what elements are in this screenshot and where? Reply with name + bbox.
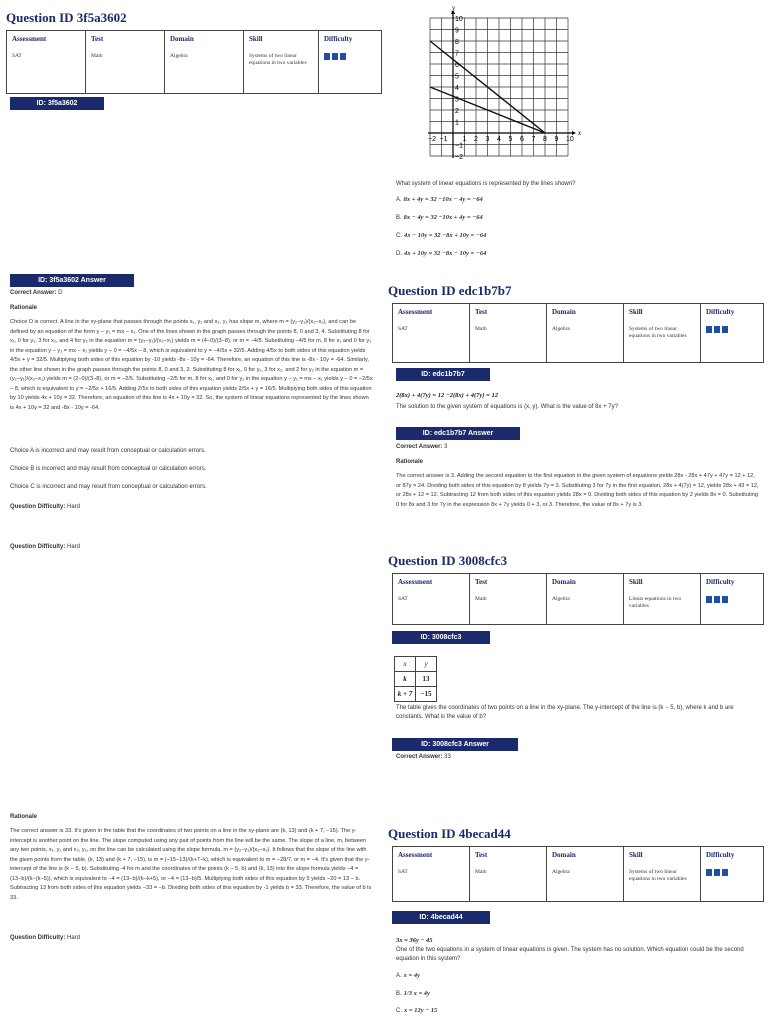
- skill-value: Systems of two linear equations in two variables: [629, 326, 687, 340]
- x-tick-label: 8: [543, 136, 547, 143]
- skill-header: Skill: [629, 578, 643, 586]
- y-tick-label: 9: [455, 27, 459, 35]
- question-meta-table: [392, 303, 764, 363]
- skill-value: Systems of two linear equations in two variables: [629, 869, 687, 883]
- y-axis-label: y: [452, 4, 456, 12]
- answer-badge: ID: 3008cfc3 Answer: [392, 738, 518, 751]
- question-meta-table: [6, 30, 382, 94]
- y-tick-label: 8: [455, 39, 459, 46]
- skill-header: Skill: [249, 35, 263, 43]
- skill-header: Skill: [629, 851, 643, 859]
- given-equation: 3x = 36y − 45: [396, 937, 433, 944]
- difficulty-header: Difficulty: [706, 308, 735, 316]
- assessment-header: Assessment: [12, 35, 47, 43]
- skill-value: Systems of two linear equations in two variables: [249, 53, 307, 67]
- question-title: Question ID 3f5a3602: [6, 10, 127, 25]
- correct-answer: Correct Answer: D: [10, 290, 63, 296]
- question-prompt: The solution to the given system of equations is (x, y). What is the value of 8x + 7y?: [396, 404, 618, 410]
- y-tick-label: 10: [455, 16, 463, 23]
- table-cell: 13: [416, 672, 437, 687]
- table-header-x: x: [395, 657, 416, 672]
- domain-value: Algebra: [552, 869, 570, 875]
- test-value: Math: [475, 326, 487, 332]
- question-difficulty: Question Difficulty: Hard: [10, 544, 81, 550]
- y-tick-label: 7: [455, 50, 459, 58]
- question-title: Question ID 4becad44: [388, 826, 511, 841]
- y-tick-label: 4: [455, 85, 459, 92]
- test-value: Math: [91, 53, 103, 59]
- domain-value: Algebra: [552, 596, 570, 602]
- domain-header: Domain: [552, 578, 576, 586]
- y-tick-label: 1: [455, 119, 459, 127]
- coordinate-graph: [400, 4, 582, 170]
- correct-answer: Correct Answer: 3: [396, 444, 448, 450]
- x-tick-label: 9: [554, 136, 559, 143]
- x-tick-label: −1: [439, 136, 448, 143]
- id-badge: ID: 4becad44: [392, 911, 490, 924]
- id-badge: ID: 3f5a3602: [10, 97, 104, 110]
- answer-option-b: B. 1/3 x = 4y: [396, 990, 430, 997]
- question-title: Question ID edc1b7b7: [388, 283, 512, 298]
- rationale-heading: Rationale: [10, 814, 38, 820]
- question-title: Question ID 3008cfc3: [388, 553, 508, 568]
- rationale-heading: Rationale: [396, 459, 424, 465]
- correct-answer: Correct Answer: 33: [396, 754, 451, 760]
- test-header: Test: [475, 851, 488, 859]
- assessment-value: SAT: [398, 869, 408, 875]
- x-tick-label: −2: [428, 136, 436, 143]
- answer-badge: ID: 3f5a3602 Answer: [10, 274, 134, 287]
- id-badge: ID: edc1b7b7: [396, 368, 490, 381]
- table-header-y: y: [416, 657, 437, 672]
- difficulty-bars-icon: [706, 869, 758, 876]
- test-value: Math: [475, 596, 487, 602]
- table-cell: k + 7: [395, 687, 416, 702]
- answer-option-a: A. x = 4y: [396, 972, 421, 979]
- question-prompt: The table gives the coordinates of two points on a line in the xy-plane. The y-intercept of the line is (k − 5, b), where k and b are constants. What is the value of b?: [396, 705, 734, 721]
- y-tick-label: 5: [455, 73, 459, 81]
- question-difficulty: Question Difficulty: Hard: [10, 935, 81, 941]
- test-header: Test: [91, 35, 104, 43]
- x-tick-label: 2: [474, 136, 478, 143]
- domain-header: Domain: [552, 851, 576, 859]
- difficulty-bars-icon: [324, 53, 376, 60]
- difficulty-header: Difficulty: [706, 578, 735, 586]
- question-meta-table: [392, 573, 764, 625]
- assessment-header: Assessment: [398, 578, 433, 586]
- domain-header: Domain: [552, 308, 576, 316]
- rationale-text: The correct answer is 33. It's given in the table that the coordinates of two points on a line in the xy-plane are (k, 13) and (k + 7, −15). The y-intercept is another point on the line. The slope computed using any pair of points from the line will be the same. The slope of a line, m, between any two points, x₁, y₁ and x₂, y₂, on the line can be calculated using the slope formula, m = (y₂−y₁)/(x₂−x₁). It follows that the slope of the line with the given points from the table, (k, 13) and (k + 7, −15), is m = (−15−13)/(k+7−k), which is equivalent to m = −28/7, or m = −4. It's given that the y-intercept of the line is (k − 5, b). Substituting -4 for m and the coordinates of the points (k − 5, b) and (k, 13) into the slope formula yields −4 = (13−b)/(k−(k−5)), which is equivalent to −4 = (13−b)/(k−k+5), or −4 = (13−b)/5. Multiplying both sides of this equation by 5 yields −20 = 13 − b. Subtracting 13 from both sides of this equation yields −33 = −b. Dividing both sides of this equation by -1 yields b = 33. Therefore, the value of b is 33.: [10, 828, 372, 901]
- rationale-text: Choice D is correct. A line in the xy-plane that passes through the points x₁, y₁ and x₂, y₂ has slope m, where m = (y₂−y₁)/(x₂−x₁), and can be defined by an equation of the form y − y₁ = mx − x₁. One of the lines shown in the graph passes through the points 8, 0 and 3, 4. Substituting 8 for x₁, 0 for y₁, 3 for x₂, and 4 for y₂ in the equation m = (y₂−y₁)/(x₂−x₁) yields m = (4−0)/(3−8), or m = −4/5. Substituting −4/5 for m, 8 for x₁ and 0 for y₁ in the equation y − y₁ = mx − x₁ yields y − 0 = −4/5x − 8, which is equivalent to y = −4/5x + 32/5. Adding 4/5x to both sides of this equation yields 4/5x + y = 32/5. Multiplying both sides of this equation by -10 yields -8x - 10y = -64. Therefore, an equation of this line is -8x - 10y = -64. Similarly, the other line shown in the graph passes through the points 8, 0 and 3, 2. Substituting 8 for x₁, 0 for y₁, 3 for x₂, and 2 for y₂ in the equation m = (y₂−y₁)/(x₂−x₁) yields m = (2−0)/(3−8), or m = −2/5. Substituting −2/5 for m, 8 for x₁, and 0 for y₁ in the equation y − y₁ = mx − x₁ yields y − 0 = −2/5x − 8, which is equivalent to y = −2/5x + 16/5. Adding 2/5x to both sides of this equation yields 2/5x + y = 16/5. Multiplying both sides of this equation by 10 yields 4x + 10y = 32. Therefore, an equation of this line is 4x + 10y = 32. So, the system of linear equations represented by the lines shown is 4x + 10y = 32 and -8x - 10y = -64.: [10, 319, 373, 411]
- y-tick-label: 2: [455, 108, 459, 115]
- choice-a-note: Choice A is incorrect and may result from conceptual or calculation errors.: [10, 448, 206, 454]
- test-value: Math: [475, 869, 487, 875]
- x-tick-label: 5: [508, 136, 513, 143]
- test-header: Test: [475, 578, 488, 586]
- question-prompt: One of the two equations in a system of linear equations is given. The system has no solution. Which equation could be the second equation in this system?: [396, 947, 744, 963]
- id-badge: ID: 3008cfc3: [392, 631, 490, 644]
- assessment-value: SAT: [12, 53, 22, 59]
- assessment-header: Assessment: [398, 308, 433, 316]
- y-tick-label: 6: [455, 62, 459, 69]
- x-tick-label: 4: [497, 136, 501, 143]
- x-tick-label: 1: [462, 136, 467, 143]
- table-cell: k: [395, 672, 416, 687]
- assessment-header: Assessment: [398, 851, 433, 859]
- difficulty-bars-icon: [706, 596, 758, 603]
- answer-option-d: D. 4x + 10y = 32 −8x − 10y = −64: [396, 250, 487, 257]
- domain-value: Algebra: [552, 326, 570, 332]
- answer-option-a: A. 8x + 4y = 32 −10x − 4y = −64: [396, 196, 483, 203]
- skill-header: Skill: [629, 308, 643, 316]
- difficulty-header: Difficulty: [324, 35, 353, 43]
- difficulty-header: Difficulty: [706, 851, 735, 859]
- x-axis-arrow-icon: [572, 131, 576, 135]
- answer-option-c: C. 4x − 10y = 32 −8x + 10y = −64: [396, 232, 487, 239]
- given-equation: 2(8x) + 4(7y) = 12 −2(8x) + 4(7y) = 12: [396, 392, 498, 399]
- question-prompt: What system of linear equations is represented by the lines shown?: [396, 181, 576, 187]
- x-tick-label: 10: [566, 136, 574, 143]
- x-axis-label: x: [578, 129, 582, 137]
- table-cell: −15: [416, 687, 437, 702]
- answer-badge: ID: edc1b7b7 Answer: [396, 427, 520, 440]
- assessment-value: SAT: [398, 596, 408, 602]
- question-meta-table: [392, 846, 764, 902]
- graph-tick-labels: [428, 16, 574, 161]
- x-tick-label: 7: [531, 136, 536, 143]
- question-difficulty: Question Difficulty: Hard: [10, 504, 81, 510]
- domain-value: Algebra: [170, 53, 188, 59]
- y-tick-label: 3: [455, 96, 459, 104]
- answer-option-b: B. 8x − 4y = 32 −10x + 4y = −64: [396, 214, 483, 221]
- choice-b-note: Choice B is incorrect and may result from conceptual or calculation errors.: [10, 466, 207, 472]
- y-tick-label: −1: [455, 142, 463, 150]
- answer-option-c: C. x = 12y − 15: [396, 1007, 438, 1014]
- skill-value: Linear equations in two variables: [629, 596, 682, 610]
- x-tick-label: 3: [485, 136, 490, 143]
- assessment-value: SAT: [398, 326, 408, 332]
- coordinates-table: [394, 656, 437, 702]
- difficulty-bars-icon: [706, 326, 758, 333]
- domain-header: Domain: [170, 35, 194, 43]
- x-tick-label: 6: [520, 136, 524, 143]
- rationale-heading: Rationale: [10, 305, 38, 311]
- choice-c-note: Choice C is incorrect and may result from conceptual or calculation errors.: [10, 484, 207, 490]
- rationale-text: The correct answer is 3. Adding the second equation to the first equation in the given system of equations yields 28x - 28x + 47y + 47y = 12 + 12, or 87y = 24. Dividing both sides of this equation by 8 yields 7y = 3. Substituting 3 for 7y in the first equation, 28x + 4(7y) = 12, yields 28x + 43 = 12, or 28x + 12 = 12. Subtracting 12 from both sides of this equation yields 28x = 0. Dividing both sides of this equation by 2 yields 8x = 0. Substituting 0 for 8x and 3 for 7y in the expression 8x + 7y yields 0 + 3, or 3. Therefore, the value of 8x + 7y is 3.: [396, 473, 759, 508]
- y-tick-label: −2: [455, 154, 463, 161]
- test-header: Test: [475, 308, 488, 316]
